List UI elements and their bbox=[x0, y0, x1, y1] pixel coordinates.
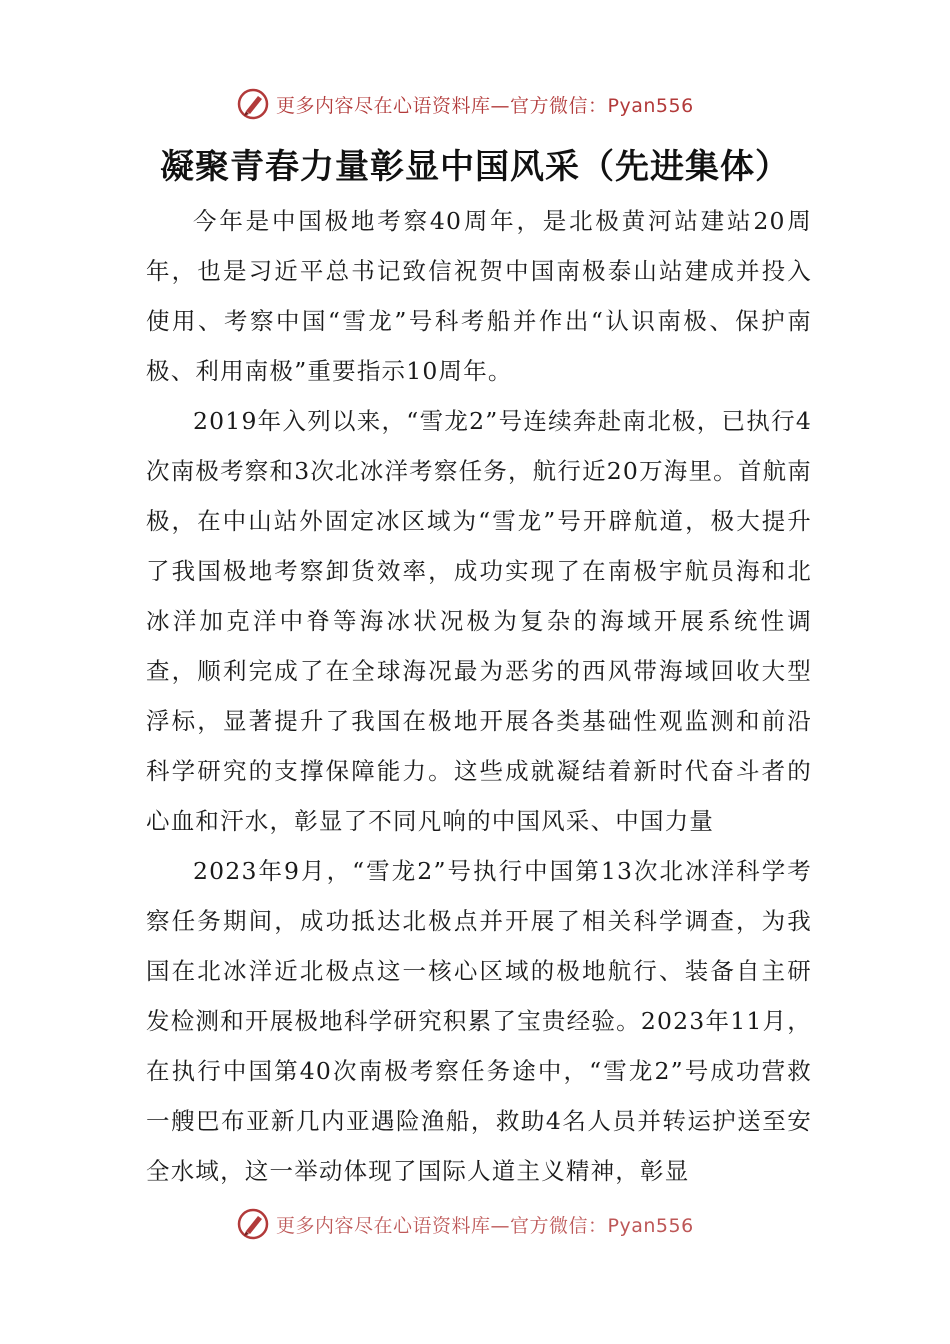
paragraph-1: 今年是中国极地考察40周年，是北极黄河站建站20周年，也是习近平总书记致信祝贺中国南极泰山站建成并投入使用、考察中国“雪龙”号科考船并作出“认识南极、保护南极、利用南极”重要指示10周年。 bbox=[146, 207, 812, 385]
document-body bbox=[146, 196, 812, 1196]
paragraph-2: 2019年入列以来，“雪龙2”号连续奔赴南北极，已执行4次南极考察和3次北冰洋考察任务，航行近20万海里。首航南极，在中山站外固定冰区域为“雪龙”号开辟航道，极大提升了我国极地考察卸货效率，成功实现了在南极宇航员海和北冰洋加克洋中脊等海冰状况极为复杂的海域开展系统性调查，顺利完成了在全球海况最为恶劣的西风带海域回收大型浮标，显著提升了我国在极地开展各类基础性观监测和前沿科学研究的支撑保障能力。这些成就凝结着新时代奋斗者的心血和汗水，彰显了不同凡响的中国风采、中国力量 bbox=[146, 407, 812, 835]
document-title: 凝聚青春力量彰显中国风采（先进集体） bbox=[160, 147, 790, 187]
paragraph-3: 2023年9月，“雪龙2”号执行中国第13次北冰洋科学考察任务期间，成功抵达北极点并开展了相关科学调查，为我国在北冰洋近北极点这一核心区域的极地航行、装备自主研发检测和开展极地科学研究积累了宝贵经验。2023年11月，在执行中国第40次南极考察任务途中，“雪龙2”号成功营救一艘巴布亚新几内亚遇险渔船，救助4名人员并转运护送至安全水域，这一举动体现了国际人道主义精神，彰显 bbox=[146, 857, 812, 1185]
watermark-banner-bottom bbox=[236, 1206, 694, 1242]
watermark-text: 更多内容尽在心语资料库—官方微信：Pyan556 bbox=[276, 1214, 694, 1237]
watermark-text: 更多内容尽在心语资料库—官方微信：Pyan556 bbox=[276, 94, 694, 117]
pen-logo-icon bbox=[236, 87, 270, 121]
watermark-banner-top bbox=[236, 86, 694, 122]
pen-logo-icon bbox=[236, 1207, 270, 1241]
